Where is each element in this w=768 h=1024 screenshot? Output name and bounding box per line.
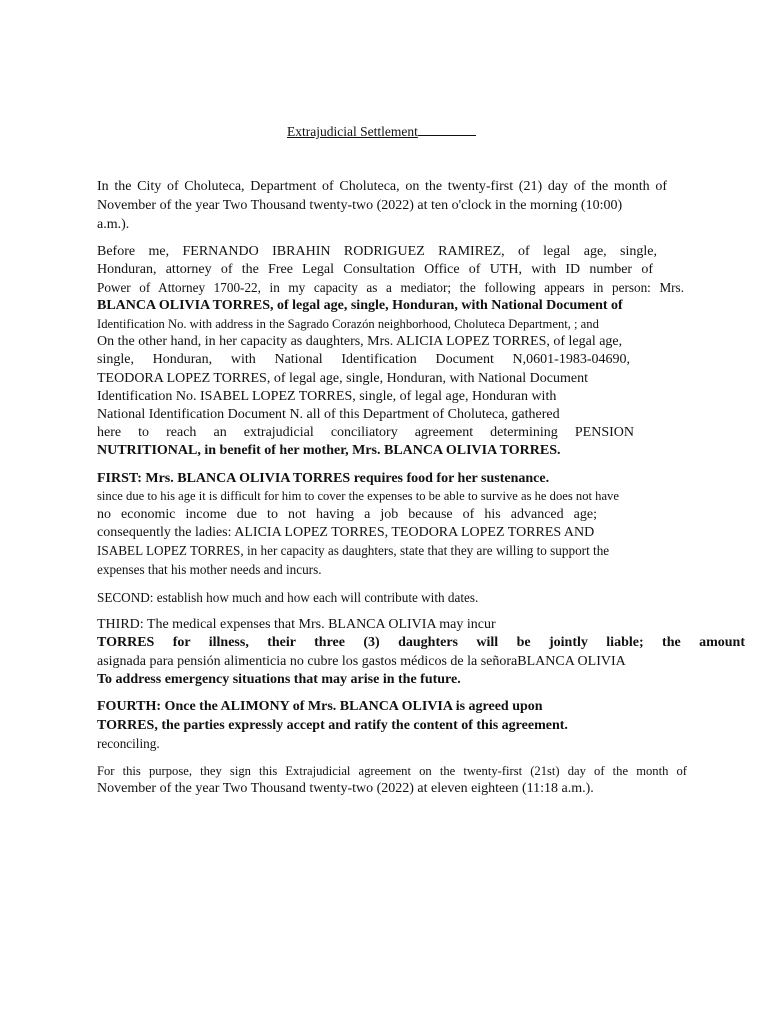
paragraph-line: no economic income due to not having a job because of his advanced age; bbox=[97, 507, 597, 522]
clause-second: SECOND: establish how much and how each will contribute with dates. bbox=[97, 590, 479, 605]
paragraph-line: On the other hand, in her capacity as daughters, Mrs. ALICIA LOPEZ TORRES, of legal age, bbox=[97, 334, 623, 349]
clause-third-line: TORRES for illness, their three (3) daughters will be jointly liable; the amount bbox=[97, 635, 745, 650]
paragraph-line: TEODORA LOPEZ TORRES, of legal age, single, Honduran, with National Document bbox=[97, 371, 588, 386]
paragraph-line: Honduran, attorney of the Free Legal Consultation Office of UTH, with ID number of bbox=[97, 262, 653, 277]
document-title bbox=[287, 123, 476, 140]
paragraph-line: a.m.). bbox=[97, 217, 130, 232]
clause-fourth-line: TORRES, the parties expressly accept and ratify the content of this agreement. bbox=[97, 718, 568, 733]
paragraph-line: BLANCA OLIVIA TORRES, of legal age, single, Honduran, with National Document of bbox=[97, 298, 623, 313]
paragraph-line: ISABEL LOPEZ TORRES, in her capacity as daughters, state that they are willing to support the bbox=[97, 543, 610, 558]
clause-third-line: THIRD: The medical expenses that Mrs. BLANCA OLIVIA may incur bbox=[97, 617, 496, 632]
clause-third-line: asignada para pensión alimenticia no cubre los gastos médicos de la señoraBLANCA OLIVIA bbox=[97, 654, 626, 669]
title-text: Extrajudicial Settlement bbox=[287, 124, 418, 139]
paragraph-line: since due to his age it is difficult for him to cover the expenses to be able to survive as he does not have bbox=[97, 489, 619, 503]
clause-first-heading: FIRST: Mrs. BLANCA OLIVIA TORRES requires food for her sustenance. bbox=[97, 471, 550, 486]
clause-fourth-line: FOURTH: Once the ALIMONY of Mrs. BLANCA OLIVIA is agreed upon bbox=[97, 699, 543, 714]
paragraph-line: expenses that his mother needs and incurs. bbox=[97, 562, 322, 577]
paragraph-line: November of the year Two Thousand twenty-two (2022) at ten o'clock in the morning (10:00) bbox=[97, 198, 623, 213]
closing-line: For this purpose, they sign this Extrajudicial agreement on the twenty-first (21st) day of the month of bbox=[97, 764, 687, 778]
paragraph-line: here to reach an extrajudicial conciliatory agreement determining PENSION bbox=[97, 425, 634, 440]
paragraph-line: NUTRITIONAL, in benefit of her mother, Mrs. BLANCA OLIVIA TORRES. bbox=[97, 443, 561, 458]
closing-line: November of the year Two Thousand twenty-two (2022) at eleven eighteen (11:18 a.m.). bbox=[97, 781, 594, 796]
paragraph-line: National Identification Document N. all of this Department of Choluteca, gathered bbox=[97, 407, 560, 422]
paragraph-line: In the City of Choluteca, Department of Choluteca, on the twenty-first (21) day of the month of bbox=[97, 179, 667, 194]
paragraph-line: Power of Attorney 1700-22, in my capacity as a mediator; the following appears in person: Mrs. bbox=[97, 280, 684, 295]
paragraph-line: single, Honduran, with National Identification Document N,0601-1983-04690, bbox=[97, 352, 630, 367]
title-underline-blank bbox=[418, 123, 476, 136]
paragraph-line: consequently the ladies: ALICIA LOPEZ TORRES, TEODORA LOPEZ TORRES AND bbox=[97, 525, 595, 540]
paragraph-line: Identification No. with address in the Sagrado Corazón neighborhood, Choluteca Department, ; and bbox=[97, 317, 599, 331]
clause-third-line: To address emergency situations that may arise in the future. bbox=[97, 672, 461, 687]
paragraph-line: Identification No. ISABEL LOPEZ TORRES, single, of legal age, Honduran with bbox=[97, 389, 557, 404]
paragraph-line: Before me, FERNANDO IBRAHIN RODRIGUEZ RAMIREZ, of legal age, single, bbox=[97, 244, 657, 259]
clause-fourth-line: reconciling. bbox=[97, 736, 160, 751]
